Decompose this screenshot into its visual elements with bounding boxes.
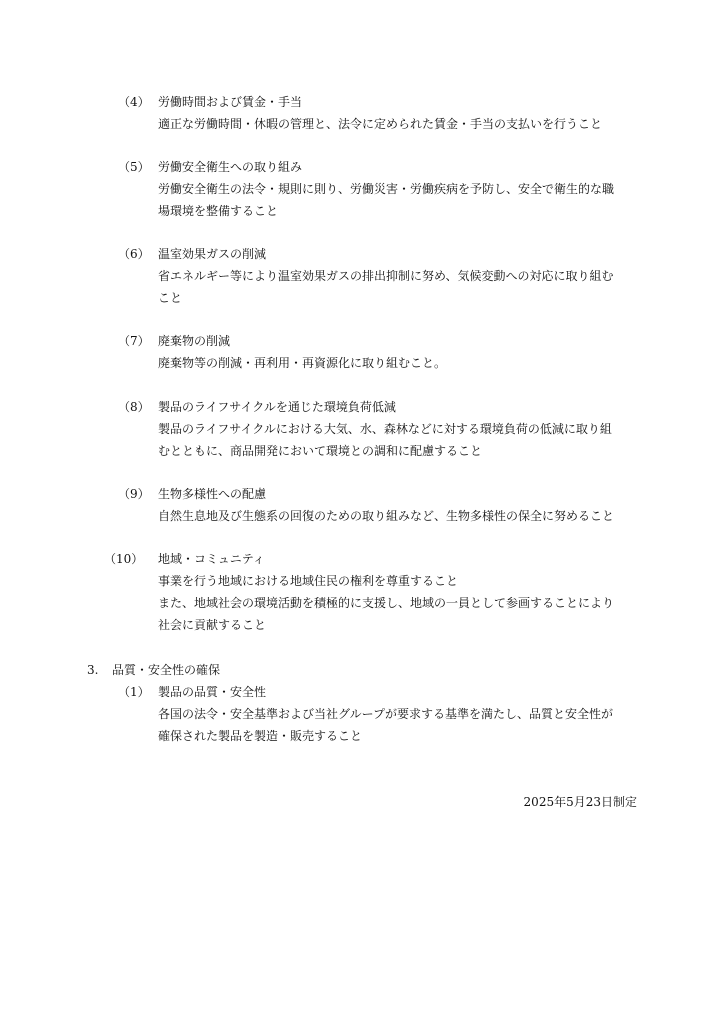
item-4-number: （4） [118,95,150,109]
item-10-text-3: 社会に貢献すること [158,618,267,632]
section-3-item-1-text-1: 各国の法令・安全基準および当社グループが要求する基準を満たし、品質と安全性が [158,707,614,721]
item-6-text-1: 省エネルギー等により温室効果ガスの排出抑制に努め、気候変動への対応に取り組む [158,269,614,283]
item-9-text-1: 自然生息地及び生態系の回復のための取り組みなど、生物多様性の保全に努めること [158,509,615,523]
item-7-text-1: 廃棄物等の削減・再利用・再資源化に取り組むこと。 [158,356,447,370]
item-10-text-1: 事業を行う地域における地域住民の権利を尊重すること [158,574,459,588]
item-10-text-2: また、地域社会の環境活動を積極的に支援し、地域の一員として参画することにより [158,596,615,610]
item-6-number: （6） [118,247,150,261]
section-3-item-1-heading: 製品の品質・安全性 [158,685,267,699]
item-9-heading: 生物多様性への配慮 [158,487,267,501]
item-8-heading: 製品のライフサイクルを通じた環境負荷低減 [158,400,396,414]
item-9-number: （9） [118,487,150,501]
item-10-number: （10） [104,552,144,566]
item-5-text-1: 労働安全衛生の法令・規則に則り、労働災害・労働疾病を予防し、安全で衛生的な職 [158,182,615,196]
section-3-number: 3. [87,663,99,677]
item-8-text-2: むとともに、商品開発において環境との調和に配慮すること [158,444,483,458]
enactment-date: 2025年5月23日制定 [523,795,637,809]
item-10-heading: 地域・コミュニティ [158,552,265,566]
section-3-item-1-number: （1） [118,685,150,699]
item-5-heading: 労働安全衛生への取り組み [158,160,303,174]
item-8-number: （8） [118,400,150,414]
section-3-item-1-text-2: 確保された製品を製造・販売すること [158,729,363,743]
item-6-heading: 温室効果ガスの削減 [158,247,267,261]
section-3-title: 品質・安全性の確保 [112,663,221,677]
item-8-text-1: 製品のライフサイクルにおける大気、水、森林などに対する環境負荷の低減に取り組 [158,422,612,436]
item-6-text-2: こと [158,291,183,305]
item-5-text-2: 場環境を整備すること [158,204,279,218]
item-4-heading: 労働時間および賃金・手当 [158,95,303,109]
item-4-text-1: 適正な労働時間・休暇の管理と、法令に定められた賃金・手当の支払いを行うこと [158,117,603,131]
item-7-number: （7） [118,334,150,348]
item-7-heading: 廃棄物の削減 [158,334,231,348]
item-5-number: （5） [118,160,150,174]
